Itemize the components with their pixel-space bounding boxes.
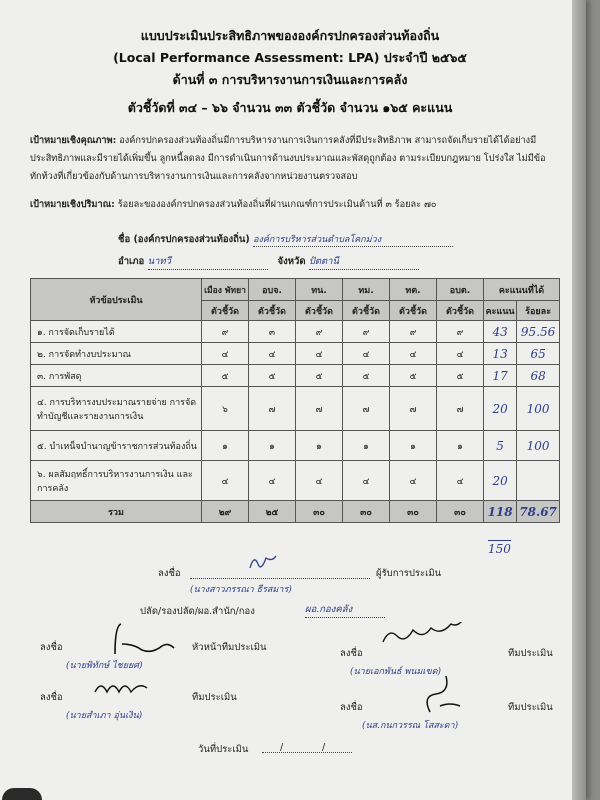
cell: ๙ <box>296 321 343 343</box>
score-cell: 43 <box>484 321 517 343</box>
total-cell: ๓๐ <box>437 501 484 523</box>
row-label: ๓. การพัสดุ <box>31 365 202 387</box>
col-tt: ทต. <box>390 279 437 301</box>
sub-indicator: ตัวชี้วัด <box>390 301 437 321</box>
cell: ๑ <box>343 431 390 461</box>
sign-label-team2: ลงชื่อ <box>340 648 363 659</box>
col-obj: อบจ. <box>249 279 296 301</box>
total-denominator: 150 <box>488 542 511 556</box>
cell: ๔ <box>296 461 343 501</box>
date-sep-1: / <box>280 742 284 753</box>
title-line-4: ตัวชี้วัดที่ ๓๔ – ๖๖ จำนวน ๓๓ ตัวชี้วัด จำนวน ๑๖๕ คะแนน <box>127 100 453 115</box>
percent-cell: 100 <box>517 387 560 431</box>
sign-label-team4: ลงชื่อ <box>340 702 363 713</box>
cell: ๑ <box>202 431 249 461</box>
team2-name: (นายเอกพันธ์ พนมเขต) <box>350 667 441 677</box>
date-label: วันที่ประเมิน <box>198 744 249 755</box>
team3-name-text: นายสำเภา อุ่นเงิน <box>69 711 139 721</box>
cell: ๑ <box>296 431 343 461</box>
table-row <box>31 387 560 431</box>
sign-label-head: ลงชื่อ <box>40 642 63 653</box>
team3-name: (นายสำเภา อุ่นเงิน) <box>66 711 143 721</box>
page-edge <box>572 0 586 800</box>
sub-indicator: ตัวชี้วัด <box>437 301 484 321</box>
cell: ๗ <box>249 387 296 431</box>
col-score-group: คะแนนที่ได้ <box>484 279 560 301</box>
cell: ๔ <box>202 343 249 365</box>
cell: ๔ <box>343 343 390 365</box>
cell: ๖ <box>202 387 249 431</box>
quantity-goal <box>30 196 560 214</box>
cell: ๔ <box>296 343 343 365</box>
score-cell: 13 <box>484 343 517 365</box>
total-cell: ๓๐ <box>296 501 343 523</box>
date-sep-2: / <box>322 742 326 753</box>
receiver-sign-line <box>190 578 370 579</box>
cell: ๔ <box>202 461 249 501</box>
cell: ๔ <box>437 343 484 365</box>
sub-percent: ร้อยละ <box>517 301 560 321</box>
team3-signature <box>85 674 205 704</box>
cell: ๔ <box>390 343 437 365</box>
row-label: ๑. การจัดเก็บรายได้ <box>31 321 202 343</box>
binder-ring <box>2 788 42 800</box>
col-tn: ทน. <box>296 279 343 301</box>
clerk-label: ปลัด/รองปลัด/ผอ.สำนัก/กอง <box>140 606 255 617</box>
quality-goal-text: องค์กรปกครองส่วนท้องถิ่นมีการบริหารงานการเงินการคลังที่มีประสิทธิภาพ สามารถจัดเก็บรายได้ได้อย่างมีประสิทธิภาพและมีรายได้เพิ่มขึ้น ลูกหนี้ลดลง มีการดำเนินการด้านงบประมาณและพัสดุถูกต้อง ตามระเบียบกฎหมาย โปร่งใส ไม่มีข้อทักท้วงที่เกี่ยวข้องกับด้านการบริหารงานการเงินและการคลังจากหน่วยงานตรวจสอบ <box>30 135 546 182</box>
percent-cell: 100 <box>517 431 560 461</box>
cell: ๑ <box>390 431 437 461</box>
org-field <box>118 232 453 247</box>
cell: ๕ <box>249 365 296 387</box>
row-label: ๕. บำเหน็จบำนาญข้าราชการส่วนท้องถิ่น <box>31 431 202 461</box>
cell: ๙ <box>390 321 437 343</box>
receiver-signature <box>200 550 360 576</box>
total-cell: ๓๐ <box>390 501 437 523</box>
team2-name-text: นายเอกพันธ์ พนมเขต <box>353 667 438 677</box>
score-cell: 17 <box>484 365 517 387</box>
receiver-role: ผู้รับการประเมิน <box>376 568 442 579</box>
table-row <box>31 365 560 387</box>
col-criteria: หัวข้อประเมิน <box>31 279 202 321</box>
cell: ๕ <box>343 365 390 387</box>
cell: ๓ <box>249 321 296 343</box>
total-cell: ๓๐ <box>343 501 390 523</box>
org-label: ชื่อ (องค์กรปกครองส่วนท้องถิ่น) <box>118 234 250 245</box>
percent-cell: 65 <box>517 343 560 365</box>
table-row <box>31 461 560 501</box>
head-name: (นายพิทักษ์ ไชยยศ) <box>66 661 143 671</box>
total-label: รวม <box>31 501 202 523</box>
score-cell: 20 <box>484 461 517 501</box>
table-row <box>31 343 560 365</box>
title-line-1: แบบประเมินประสิทธิภาพขององค์กรปกครองส่วนท้องถิ่น <box>140 28 440 43</box>
district-label: อำเภอ <box>118 256 145 267</box>
cell: ๔ <box>343 461 390 501</box>
district-field <box>118 254 419 270</box>
quantity-goal-text: ร้อยละขององค์กรปกครองส่วนท้องถิ่นที่ผ่านเกณฑ์การประเมินด้านที่ ๓ ร้อยละ ๗๐ <box>117 199 437 210</box>
date-line <box>262 752 352 753</box>
total-cell: ๒๙ <box>202 501 249 523</box>
table-row <box>31 321 560 343</box>
cell: ๗ <box>343 387 390 431</box>
district-value: นาทวี <box>148 254 268 270</box>
title-line-2: (Local Performance Assessment: LPA) ประจำปี ๒๕๖๕ <box>113 50 467 65</box>
total-percent: 78.67 <box>517 501 560 523</box>
sub-indicator: ตัวชี้วัด <box>343 301 390 321</box>
sub-indicator: ตัวชี้วัด <box>296 301 343 321</box>
sub-indicator: ตัวชี้วัด <box>202 301 249 321</box>
province-value: ปัตตานี <box>309 254 419 270</box>
head-name-text: นายพิทักษ์ ไชยยศ <box>69 661 139 671</box>
cell: ๙ <box>343 321 390 343</box>
team4-signature <box>410 672 490 716</box>
cell: ๗ <box>390 387 437 431</box>
cell: ๔ <box>390 461 437 501</box>
percent-cell: 95.56 <box>517 321 560 343</box>
total-row <box>31 501 560 523</box>
score-cell: 5 <box>484 431 517 461</box>
cell: ๕ <box>437 365 484 387</box>
table-row <box>31 431 560 461</box>
team2-role: ทีมประเมิน <box>508 648 553 659</box>
cell: ๔ <box>249 343 296 365</box>
assessment-table <box>30 278 560 523</box>
row-label: ๒. การจัดทำงบประมาณ <box>31 343 202 365</box>
team2-signature <box>375 622 495 652</box>
team3-role: ทีมประเมิน <box>192 692 237 703</box>
col-obt: อบต. <box>437 279 484 301</box>
team4-role: ทีมประเมิน <box>508 702 553 713</box>
total-score: 118 <box>484 501 517 523</box>
org-value: องค์การบริหารส่วนตำบลโคกม่วง <box>253 232 453 247</box>
cell: ๕ <box>296 365 343 387</box>
row-label: ๖. ผลสัมฤทธิ์การบริหารงานการเงิน และการคลัง <box>31 461 202 501</box>
cell: ๗ <box>437 387 484 431</box>
cell: ๔ <box>249 461 296 501</box>
cell: ๕ <box>202 365 249 387</box>
province-label: จังหวัด <box>277 256 306 267</box>
sign-label-receiver: ลงชื่อ <box>158 568 181 579</box>
receiver-name: (นางสาวภรรณา ธีรสมาร) <box>190 585 292 595</box>
quantity-goal-label: เป้าหมายเชิงปริมาณ: <box>30 199 115 210</box>
title-line-3: ด้านที่ ๓ การบริหารงานการเงินและการคลัง <box>172 72 408 87</box>
percent-cell: 68 <box>517 365 560 387</box>
sign-label-team3: ลงชื่อ <box>40 692 63 703</box>
cell: ๙ <box>202 321 249 343</box>
quality-goal <box>30 132 560 186</box>
cell: ๗ <box>296 387 343 431</box>
sub-score: คะแนน <box>484 301 517 321</box>
total-cell: ๒๕ <box>249 501 296 523</box>
quality-goal-label: เป้าหมายเชิงคุณภาพ: <box>30 135 117 146</box>
cell: ๙ <box>437 321 484 343</box>
row-label: ๔. การบริหารงบประมาณรายจ่าย การจัดทำบัญชีและรายงานการเงิน <box>31 387 202 431</box>
percent-cell <box>517 461 560 501</box>
cell: ๑ <box>437 431 484 461</box>
receiver-name-text: นางสาวภรรณา ธีรสมาร <box>193 585 289 595</box>
team4-name: (นส.กนกวรรณ โสสะดา) <box>362 721 459 731</box>
cell: ๕ <box>390 365 437 387</box>
col-tm: ทม. <box>343 279 390 301</box>
cell: ๔ <box>437 461 484 501</box>
clerk-value: ผอ.กองคลัง <box>305 602 385 618</box>
cell: ๑ <box>249 431 296 461</box>
col-city: เมือง พัทยา <box>202 279 249 301</box>
score-cell: 20 <box>484 387 517 431</box>
team4-name-text: นส.กนกวรรณ โสสะดา <box>365 721 455 731</box>
sub-indicator: ตัวชี้วัด <box>249 301 296 321</box>
head-role: หัวหน้าทีมประเมิน <box>192 642 267 653</box>
